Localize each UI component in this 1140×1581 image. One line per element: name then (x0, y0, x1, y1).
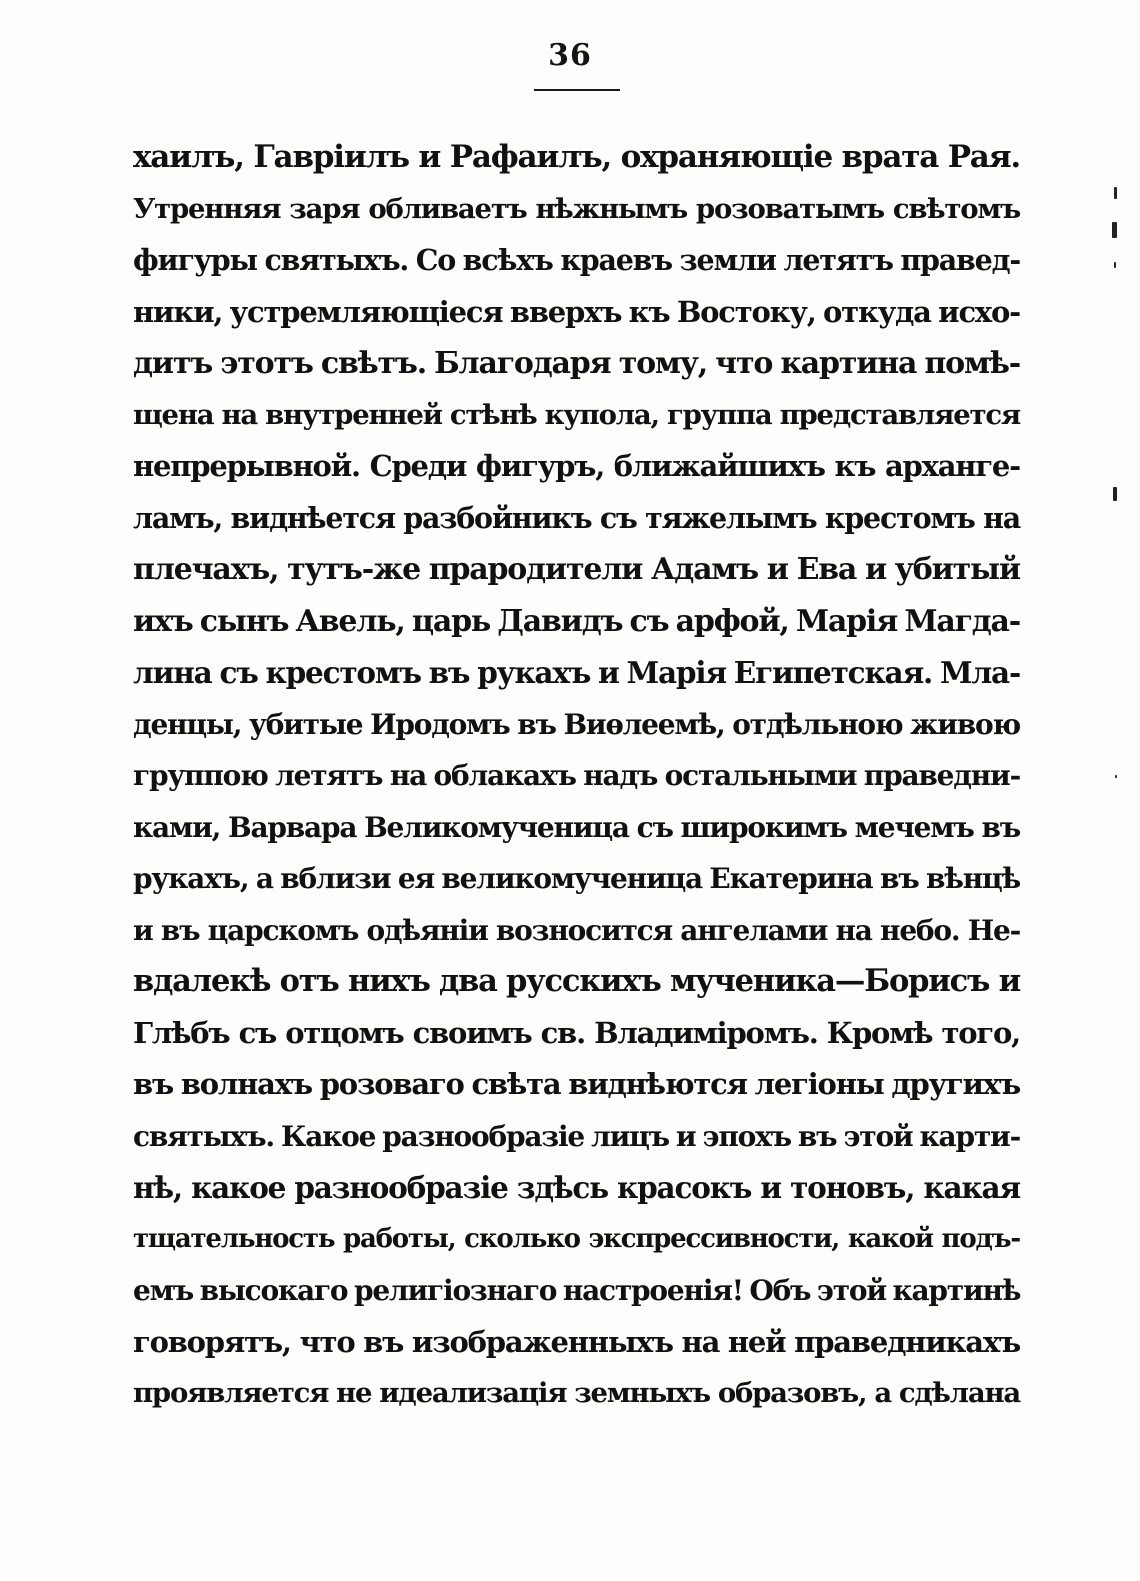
text-line: рукахъ, а вблизи ея великомученица Екатерина въ вѣнцѣ (133, 862, 1020, 895)
text-line: проявляется не идеализація земныхъ образовъ, а сдѣлана (133, 1377, 1020, 1409)
scan-margin-marks (1100, 0, 1130, 1581)
text-line: ихъ сынъ Авель, царь Давидъ съ арфой, Марія Магда- (133, 603, 1021, 639)
text-line: хаилъ, Гавріилъ и Рафаилъ, охраняющіе врата Рая. (133, 139, 1020, 175)
text-line: и въ царскомъ одѣяніи возносится ангелами на небо. Не- (133, 913, 1020, 947)
text-line: денцы, убитые Иродомъ въ Виѳлеемѣ, отдѣльною живою (133, 707, 1020, 741)
text-line: тщательность работы, сколько экспрессивности, какой подъ- (133, 1223, 1020, 1254)
scan-speck (1115, 775, 1117, 778)
text-line: ламъ, виднѣется разбойникъ съ тяжелымъ крестомъ на (133, 500, 1020, 535)
text-line: дитъ этотъ свѣтъ. Благодаря тому, что картина помѣ- (133, 346, 1020, 381)
text-line: Утренняя заря обливаетъ нѣжнымъ розоватымъ свѣтомъ (133, 192, 1020, 225)
text-line: лина съ крестомъ въ рукахъ и Марія Египетская. Мла- (133, 655, 1020, 690)
text-line: святыхъ. Какое разнообразіе лицъ и эпохъ въ этой карти- (133, 1119, 1020, 1153)
text-line: ками, Варвара Великомученица съ широкимъ мечемъ въ (133, 810, 1020, 844)
text-line: емъ высокаго религіознаго настроенія! Объ этой картинѣ (133, 1274, 1021, 1307)
text-line: нѣ, какое разнообразіе здѣсь красокъ и тоновъ, какая (133, 1170, 1020, 1205)
text-line: въ волнахъ розоваго свѣта виднѣются легіоны другихъ (133, 1067, 1020, 1101)
page-number-underline (534, 89, 620, 91)
body-text (133, 132, 1020, 1420)
text-line: говорятъ, что въ изображенныхъ на ней праведникахъ (133, 1324, 1020, 1359)
text-line: группою летятъ на облакахъ надъ остальными праведни- (133, 759, 1020, 792)
text-line: Глѣбъ съ отцомъ своимъ св. Владиміромъ. Кромѣ того, (133, 1015, 1020, 1050)
scan-speck (1112, 222, 1117, 238)
text-line: фигуры святыхъ. Со всѣхъ краевъ земли летятъ правед- (133, 243, 1020, 277)
text-line: щена на внутренней стѣнѣ купола, группа представляется (133, 398, 1020, 431)
scan-speck (1114, 187, 1117, 199)
text-line: непрерывной. Среди фигуръ, ближайшихъ къ арханге- (133, 449, 1020, 483)
text-line: плечахъ, тутъ-же прародители Адамъ и Ева и убитый (133, 552, 1020, 587)
text-line: ники, устремляющіеся вверхъ къ Востоку, откуда исхо- (133, 294, 1020, 329)
scan-speck (1113, 487, 1117, 501)
page-number: 36 (548, 38, 592, 73)
scan-speck (1114, 262, 1116, 268)
text-line: вдалекѣ отъ нихъ два русскихъ мученика—Борисъ и (133, 963, 1020, 999)
